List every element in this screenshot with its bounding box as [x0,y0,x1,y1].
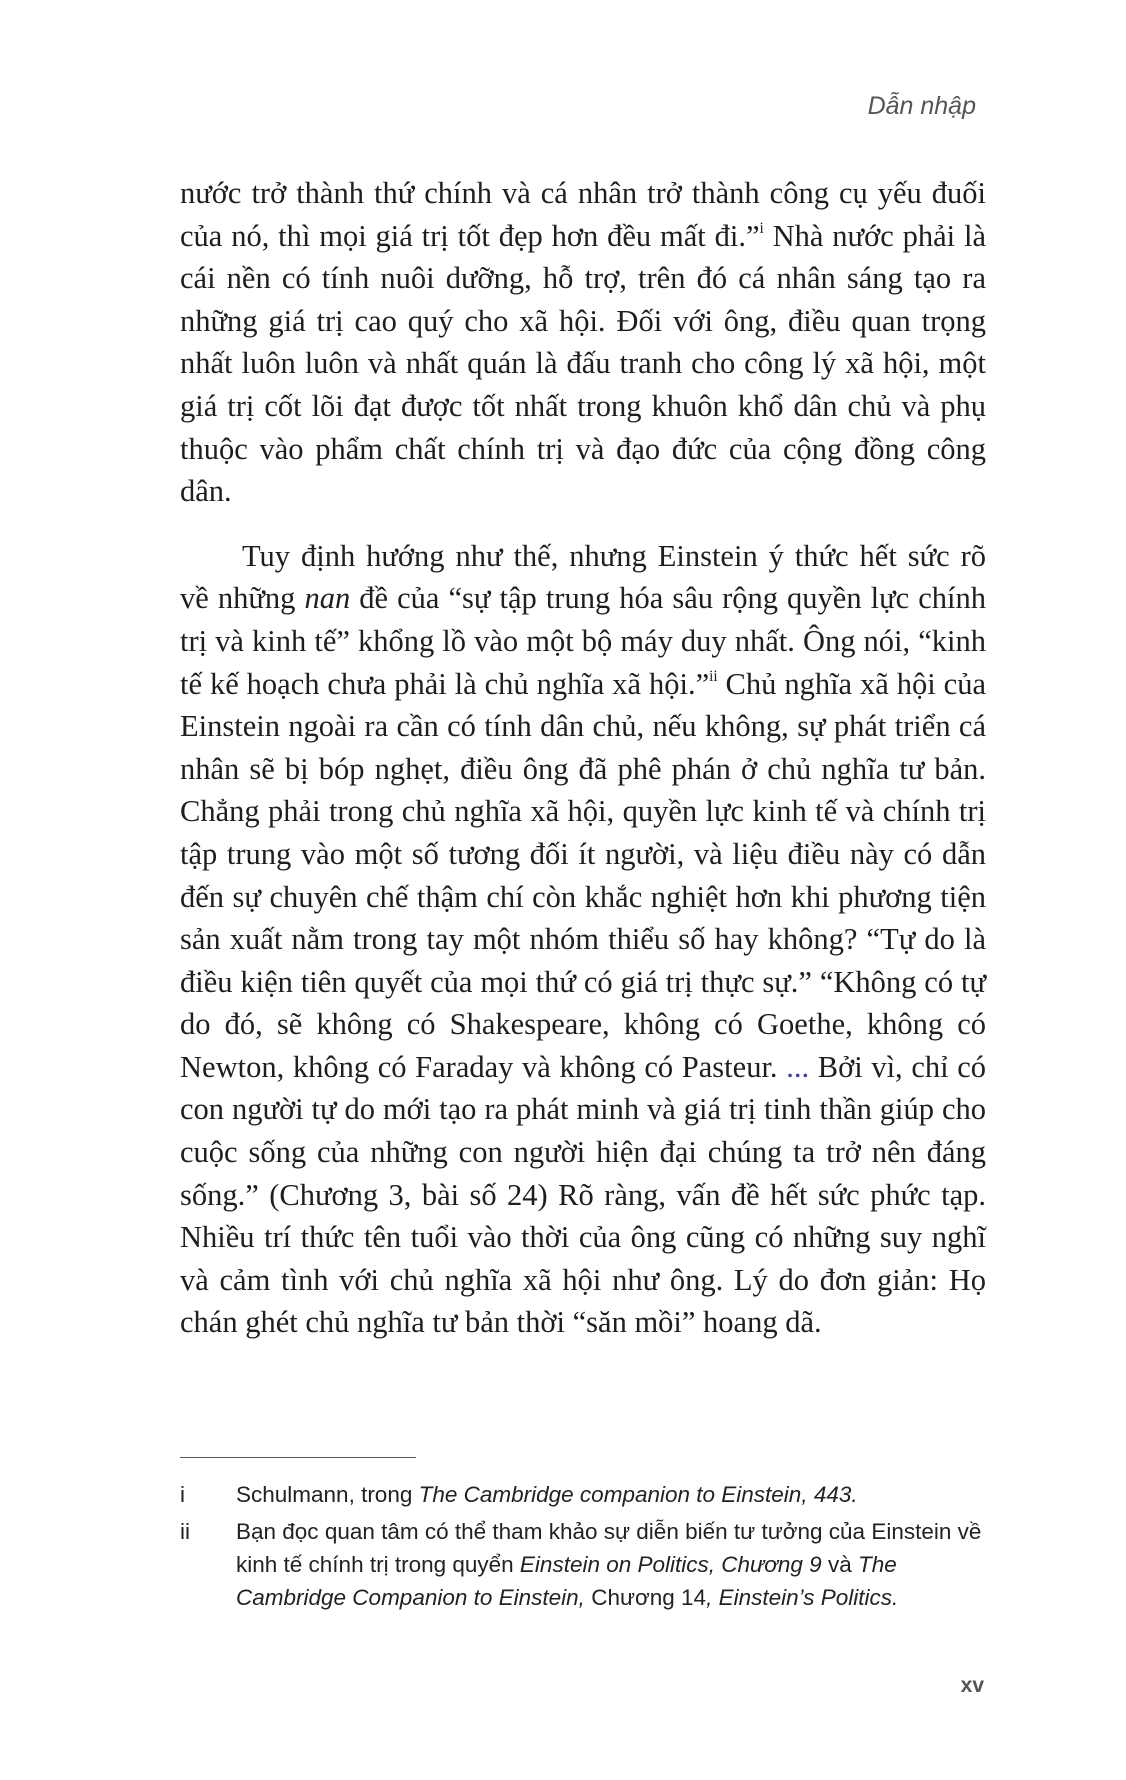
footnote-text [236,1515,990,1614]
footnote-i [180,1478,990,1511]
footnote-ref-ii[interactable]: ii [709,667,718,685]
footnote-title: Einstein on Politics, Chương 9 [519,1552,822,1577]
footnotes [180,1478,990,1614]
ellipsis: ... [786,1049,810,1084]
footnote-ref-i[interactable]: i [759,219,764,237]
body-text [180,172,986,1344]
footnote-text-part: Bạn đọc quan tâm có thể tham khảo sự diễn biến tư tưởng của Einstein về kinh tế chính trị trong quyển [236,1519,982,1577]
footnote-title: , Einstein’s Politics. [706,1585,899,1610]
page-number: xv [960,1674,984,1697]
footnote-separator [180,1457,416,1458]
footnote-text [236,1478,990,1511]
paragraph-2-text-d: Bởi vì, chỉ có con người tự do mới tạo ra phát minh và giá trị tinh thần giúp cho cuộc sống của những con người hiện đại chúng ta trở nên đáng sống.” (Chương 3, bài số 24) Rõ ràng, vấn đề hết sức phức tạp. Nhiều trí thức tên tuổi vào thời của ông cũng có những suy nghĩ và cảm tình với chủ nghĩa xã hội như ông. Lý do đơn giản: Họ chán ghét chủ nghĩa tư bản thời “săn mồi” hoang dã. [180,1049,987,1340]
paragraph-1-text-a: nước trở thành thứ chính và cá nhân trở thành công cụ yếu đuối của nó, thì mọi giá trị tốt đẹp hơn đều mất đi.” [180,176,986,253]
footnote-title: The Cambridge Companion to Einstein, [236,1552,897,1610]
paragraph-2-text-c: Chủ nghĩa xã hội của Einstein ngoài ra cần có tính dân chủ, nếu không, sự phát triển cá nhân sẽ bị bóp nghẹt, điều ông đã phê phán ở chủ nghĩa tư bản. Chẳng phải trong chủ nghĩa xã hội, quyền lực kinh tế và chính trị tập trung vào một số tương đối ít người, và liệu điều này có dẫn đến sự chuyên chế thậm chí còn khắc nghiệt hơn khi phương tiện sản xuất nằm trong tay một nhóm thiểu số hay không? “Tự do là điều kiện tiên quyết của mọi thứ có giá trị thực sự.” “Không có tự do đó, sẽ không có Shakespeare, không có Goethe, không có Newton, không có Faraday và không có Pasteur. [180,666,986,1084]
footnote-title: The Cambridge companion to Einstein, 443. [418,1482,858,1507]
paragraph-2 [180,535,986,1344]
footnote-mark: ii [180,1519,190,1544]
paragraph-2-text-a: Tuy định hướng như thế, nhưng Einstein ý thức hết sức rõ về những [180,538,986,616]
paragraph-2-text-b: đề của “sự tập trung hóa sâu rộng quyền lực chính trị và kinh tế” khổng lồ vào một bộ máy duy nhất. Ông nói, “kinh tế kế hoạch chưa phải là chủ nghĩa xã hội.” [180,581,986,701]
footnote-ii [180,1515,990,1614]
running-head: Dẫn nhập [867,92,976,120]
footnote-text-part: Chương 14 [584,1585,707,1610]
footnote-text-part: Schulmann, trong [236,1482,419,1507]
paragraph-2-emphasis: nan [304,581,351,616]
footnote-text-part: và [821,1552,858,1577]
paragraph-1-text-b: Nhà nước phải là cái nền có tính nuôi dưỡng, hỗ trợ, trên đó cá nhân sáng tạo ra những giá trị cao quý cho xã hội. Đối với ông, điều quan trọng nhất luôn luôn và nhất quán là đấu tranh cho công lý xã hội, một giá trị cốt lõi đạt được tốt nhất trong khuôn khổ dân chủ và phụ thuộc vào phẩm chất chính trị và đạo đức của cộng đồng công dân. [180,218,986,509]
footnote-mark: i [180,1482,185,1507]
paragraph-1 [180,172,986,513]
